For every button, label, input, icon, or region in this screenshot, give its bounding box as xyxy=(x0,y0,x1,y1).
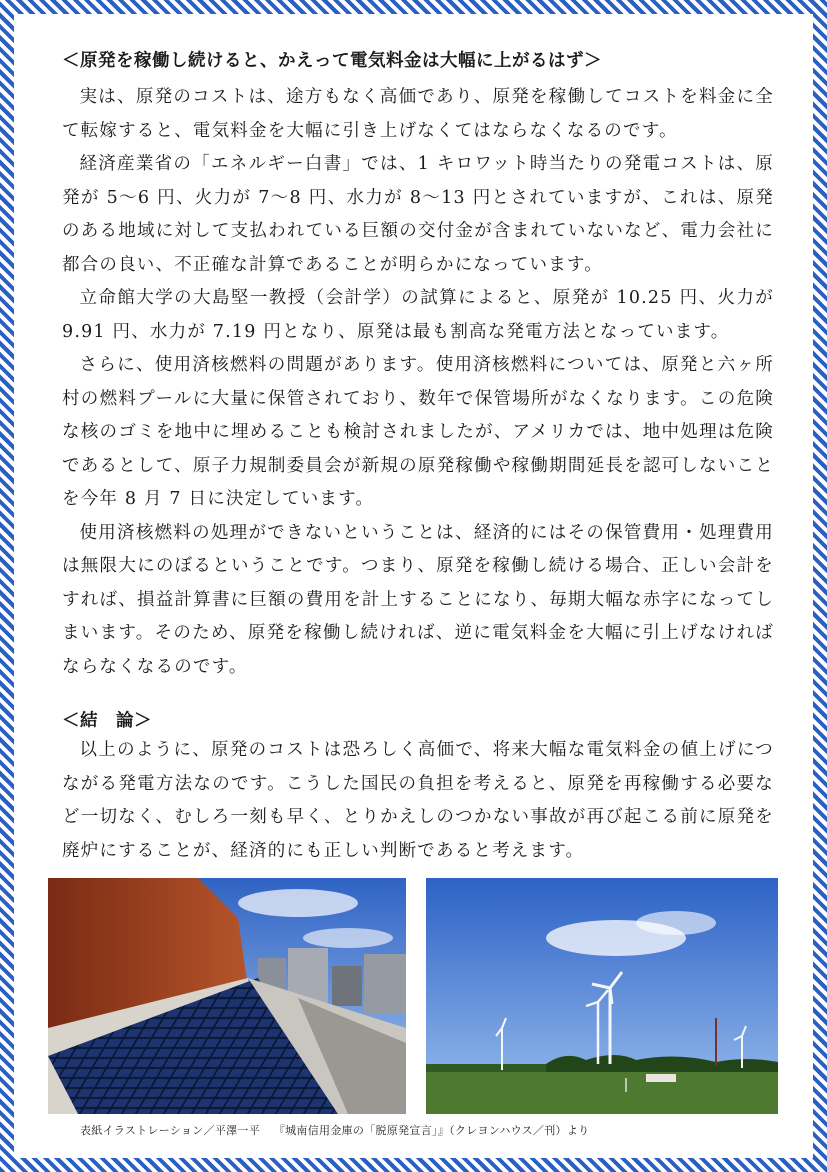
photo-caption xyxy=(80,1123,700,1139)
solar-panel-photo xyxy=(48,878,406,1114)
article-body xyxy=(62,48,774,868)
paragraph: 立命館大学の大島堅一教授（会計学）の試算によると、原発が 10.25 円、火力が 9.91 円、水力が 7.19 円となり、原発は最も割高な発電方法となっています。 xyxy=(62,288,774,342)
source-credit: 『城南信用金庫の「脱原発宣言」』（クレヨンハウス／刊）より xyxy=(273,1124,590,1137)
paragraph: 使用済核燃料の処理ができないということは、経済的にはその保管費用・処理費用は無限大にのぼるということです。つまり、原発を稼働し続ける場合、正しい会計をすれば、損益計算書に巨額の費用を計上することになり、毎期大幅な赤字になってしまいます。そのため、原発を稼働し続ければ、逆に電気料金を大幅に引上げなければならなくなるのです。 xyxy=(62,522,774,677)
section-heading-conclusion: ＜結 論＞ xyxy=(62,711,152,731)
illustration-credit: 表紙イラストレーション／平澤一平 xyxy=(80,1124,261,1137)
wind-turbine-photo xyxy=(426,878,778,1114)
photo-strip xyxy=(48,878,780,1114)
section-heading-costs: ＜原発を稼働し続けると、かえって電気料金は大幅に上がるはず＞ xyxy=(62,51,602,71)
paragraph: 実は、原発のコストは、途方もなく高価であり、原発を稼働してコストを料金に全て転嫁すると、電気料金を大幅に引き上げなくてはならなくなるのです。 xyxy=(62,87,774,141)
paragraph: 経済産業省の「エネルギー白書」では、1 キロワット時当たりの発電コストは、原発が 5〜6 円、火力が 7〜8 円、水力が 8〜13 円とされていますが、これは、原発のある地域に対して支払われている巨額の交付金が含まれていないなど、電力会社に都合の良い、不正確な計算であることが明らかになっています。 xyxy=(62,154,774,275)
paragraph: さらに、使用済核燃料の問題があります。使用済核燃料については、原発と六ヶ所村の燃料プールに大量に保管されており、数年で保管場所がなくなります。この危険な核のゴミを地中に埋めることも検討されましたが、アメリカでは、地中処理は危険であるとして、原子力規制委員会が新規の原発稼働や稼働期間延長を認可しないことを今年 8 月 7 日に決定しています。 xyxy=(62,355,774,509)
paragraph: 以上のように、原発のコストは恐ろしく高価で、将来大幅な電気料金の値上げにつながる発電方法なのです。こうした国民の負担を考えると、原発を再稼働する必要など一切なく、むしろ一刻も早く、とりかえしのつかない事故が再び起こる前に原発を廃炉にすることが、経済的にも正しい判断であると考えます。 xyxy=(62,740,774,861)
section-spacer xyxy=(62,684,774,702)
